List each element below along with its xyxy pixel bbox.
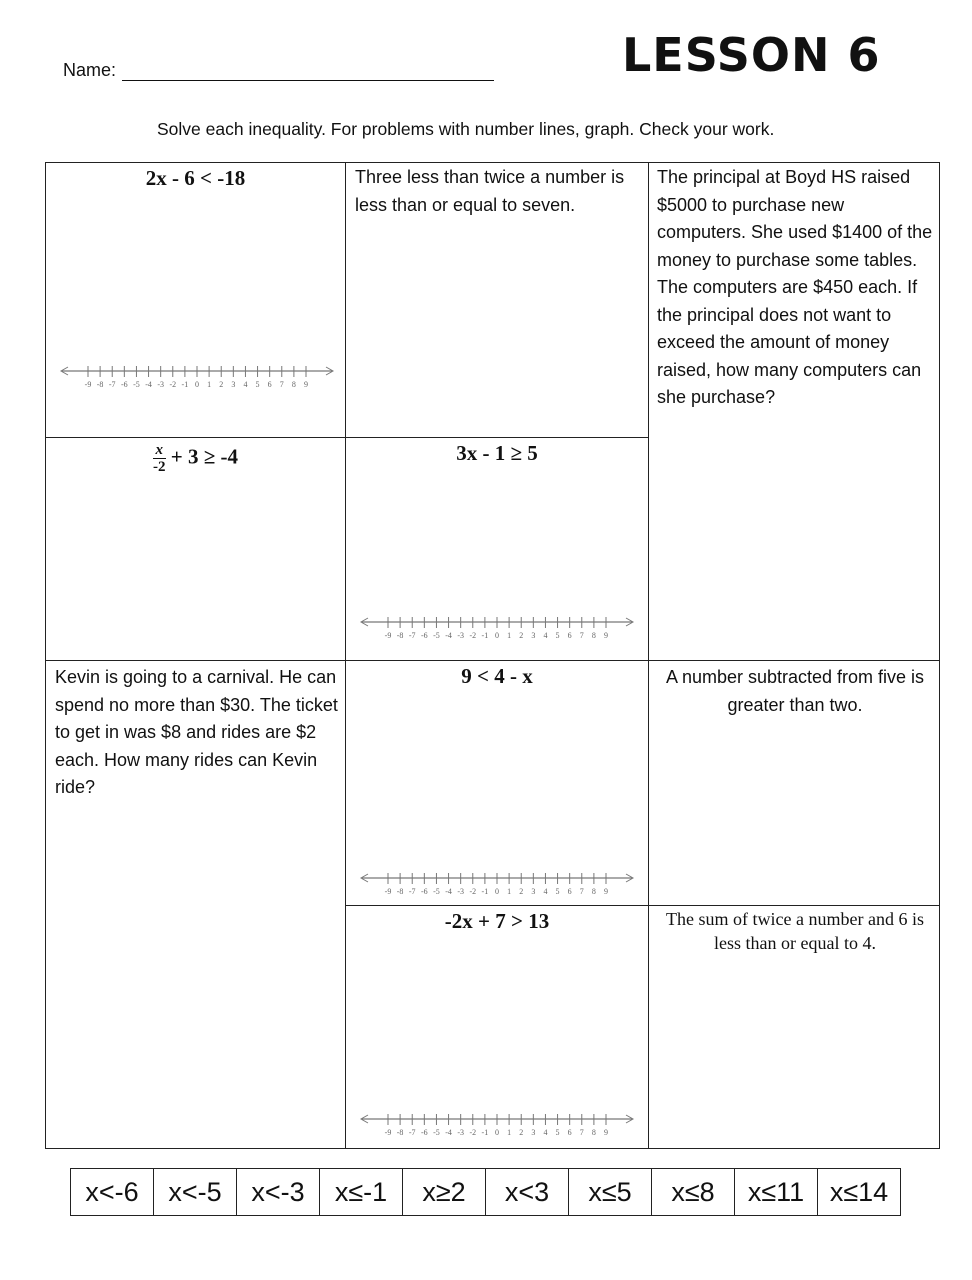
tick-label: 3 (531, 1128, 536, 1137)
number-line[interactable] (58, 363, 336, 391)
tick-label: 3 (231, 380, 236, 389)
problem-2-text: Three less than twice a number is less than or equal to seven. (355, 167, 625, 215)
problem-1-equation: 2x - 6 < -18 (145, 166, 246, 190)
fraction-denominator: -2 (153, 459, 166, 475)
tick-label: 9 (604, 1128, 608, 1137)
tick-label: -5 (433, 887, 440, 896)
tick-label: -6 (120, 380, 128, 389)
answer-choice: x<3 (486, 1169, 569, 1215)
tick-label: 5 (555, 887, 560, 896)
tick-label: -1 (481, 887, 489, 896)
tick-label: -7 (408, 1128, 416, 1137)
answer-choice: x<-3 (237, 1169, 320, 1215)
fraction-numerator: x (153, 442, 166, 459)
tick-label: 2 (519, 1128, 524, 1137)
tick-label: 6 (567, 631, 572, 640)
tick-label: 7 (579, 887, 584, 896)
number-line[interactable] (358, 870, 636, 898)
answer-choice: x≤5 (569, 1169, 652, 1215)
tick-label: 2 (519, 631, 524, 640)
tick-label: -8 (396, 631, 404, 640)
tick-label: -7 (108, 380, 116, 389)
problem-5-equation: 3x - 1 ≥ 5 (456, 441, 538, 465)
tick-label: 0 (195, 380, 199, 389)
tick-label: 9 (604, 631, 608, 640)
problem-cell-8 (648, 660, 940, 906)
tick-label: -4 (445, 1128, 452, 1137)
tick-label: -8 (396, 1128, 404, 1137)
problem-cell-1 (45, 162, 346, 438)
problem-7-equation: 9 < 4 - x (461, 664, 533, 688)
tick-label: 0 (495, 887, 499, 896)
tick-label: -9 (384, 631, 392, 640)
tick-label: -3 (457, 887, 465, 896)
tick-label: 9 (304, 380, 308, 389)
tick-label: 5 (255, 380, 260, 389)
instructions: Solve each inequality. For problems with number lines, graph. Check your work. (157, 119, 775, 139)
tick-label: -2 (469, 631, 477, 640)
answer-bank (70, 1168, 901, 1216)
tick-label: -5 (433, 1128, 440, 1137)
tick-label: 6 (267, 380, 272, 389)
problem-10-text: The sum of twice a number and 6 is less than or equal to 4. (666, 909, 924, 953)
problem-9-equation: -2x + 7 > 13 (444, 909, 550, 933)
tick-label: -2 (169, 380, 177, 389)
problem-8-text: A number subtracted from five is greater than two. (665, 667, 925, 715)
number-line[interactable] (358, 1111, 636, 1139)
problem-4-equation (46, 442, 345, 475)
tick-label: 7 (579, 1128, 584, 1137)
tick-label: -4 (145, 380, 152, 389)
tick-label: 4 (543, 887, 548, 896)
tick-label: 4 (543, 631, 548, 640)
tick-label: -5 (433, 631, 440, 640)
tick-label: 8 (291, 380, 296, 389)
tick-label: -6 (420, 631, 428, 640)
tick-label: -6 (420, 1128, 428, 1137)
tick-label: 1 (507, 1128, 512, 1137)
tick-label: 4 (543, 1128, 548, 1137)
tick-label: -6 (420, 887, 428, 896)
answer-choice: x≤11 (735, 1169, 818, 1215)
tick-label: 3 (531, 631, 536, 640)
tick-label: -2 (469, 887, 477, 896)
tick-label: 4 (243, 380, 248, 389)
answer-choice: x<-5 (154, 1169, 237, 1215)
answer-choice: x≤14 (829, 1176, 889, 1207)
tick-label: -1 (481, 1128, 489, 1137)
tick-label: -4 (445, 631, 452, 640)
tick-label: 6 (567, 1128, 572, 1137)
tick-label: -4 (445, 887, 452, 896)
tick-label: -3 (457, 631, 465, 640)
tick-label: 2 (219, 380, 224, 389)
tick-label: -9 (384, 887, 392, 896)
tick-label: 9 (604, 887, 608, 896)
tick-label: -7 (408, 887, 416, 896)
tick-label: -3 (457, 1128, 465, 1137)
tick-label: -9 (84, 380, 92, 389)
tick-label: 1 (507, 887, 512, 896)
tick-label: -3 (157, 380, 165, 389)
problem-6-text: Kevin is going to a carnival. He can spend no more than $30. The ticket to get in was $8 and rides are $2 each. How many rides can Kevin ride? (55, 667, 338, 797)
problem-cell-10 (648, 905, 940, 1149)
problem-cell-5 (345, 437, 649, 661)
problem-cell-7 (345, 660, 649, 906)
tick-label: -9 (384, 1128, 392, 1137)
lesson-title: LESSON 6 (622, 28, 881, 82)
tick-label: 5 (555, 1128, 560, 1137)
tick-label: -8 (396, 887, 404, 896)
tick-label: -7 (408, 631, 416, 640)
name-field[interactable] (122, 80, 494, 81)
name-label: Name: (63, 60, 117, 80)
tick-label: 8 (591, 631, 596, 640)
tick-label: 0 (495, 631, 499, 640)
tick-label: 7 (579, 631, 584, 640)
problem-cell-3 (648, 162, 940, 661)
tick-label: 8 (591, 1128, 596, 1137)
tick-label: 3 (531, 887, 536, 896)
tick-label: 0 (495, 1128, 499, 1137)
problem-cell-4 (45, 437, 346, 661)
tick-label: -2 (469, 1128, 477, 1137)
problem-cell-2 (345, 162, 649, 438)
tick-label: 1 (507, 631, 512, 640)
tick-label: 2 (519, 887, 524, 896)
problem-cell-9 (345, 905, 649, 1149)
answer-choice: x≥2 (403, 1169, 486, 1215)
tick-label: -1 (481, 631, 489, 640)
problem-cell-6 (45, 660, 346, 1149)
number-line[interactable] (358, 614, 636, 642)
tick-label: 6 (567, 887, 572, 896)
tick-label: 1 (207, 380, 212, 389)
tick-label: 8 (591, 887, 596, 896)
answer-choice: x≤-1 (320, 1169, 403, 1215)
tick-label: -5 (133, 380, 140, 389)
tick-label: 7 (279, 380, 284, 389)
equation-rest: + 3 ≥ -4 (170, 444, 238, 469)
tick-label: -8 (96, 380, 104, 389)
tick-label: -1 (181, 380, 189, 389)
tick-label: 5 (555, 631, 560, 640)
problem-3-text: The principal at Boyd HS raised $5000 to purchase new computers. She used $1400 of the money to purchase some tables. The computers are $450 each. If the principal does not want to exceed the amount of money raised, how many computers can she purchase? (657, 167, 933, 407)
answer-choice: x≤8 (652, 1169, 735, 1215)
answer-choice: x<-6 (71, 1169, 154, 1215)
